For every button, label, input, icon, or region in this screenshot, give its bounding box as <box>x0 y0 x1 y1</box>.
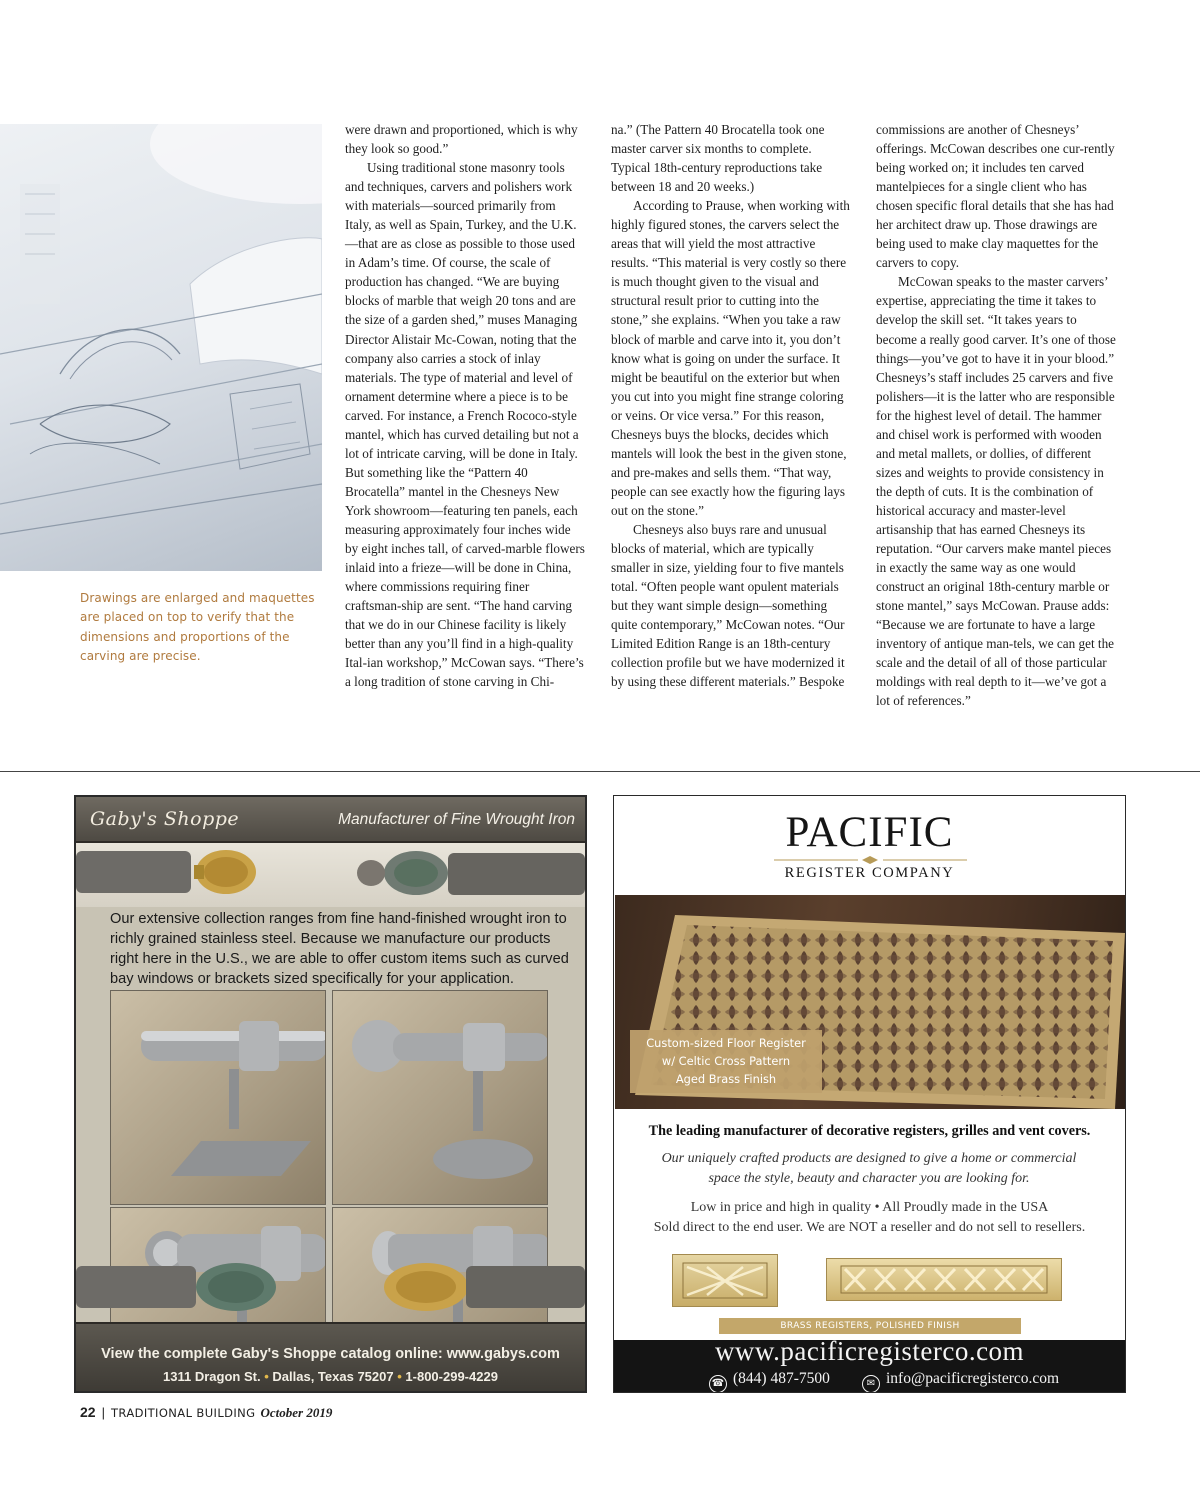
brass-register-large <box>826 1258 1062 1301</box>
logo-ornament <box>774 856 967 864</box>
photo-caption: Drawings are enlarged and maquettes are placed on top to verify that the dimensions and proportions of the carving are precise. <box>80 591 315 663</box>
paragraph: According to Prause, when working with highly figured stones, the carvers select the areas that will yield the most attractive results. “This material is very costly so there is much thought given to the visual and structural result prior to cutting into the stone,” she explains. “When you take a raw block of marble and carve into it, you don’t know what is going on under the surface. It might be beautiful on the exterior but when you cut into you might fine strange coloring or veins. Or vice versa.” For this reason, Chesneys buys the blocks, decides which mantels will look the best in the given stone, and pre-makes and sells them. “That way, people can see exactly how the figuring lays out on the stone.” <box>611 198 850 518</box>
paragraph: commissions are another of Chesneys’ offerings. McCowan describes one cur-rently being worked on; it includes ten carved mantelpieces for a single client who has chosen specific floral details that she has had her architect draw up. Those drawings are being used to make clay maquettes for the carvers to copy. <box>876 122 1115 271</box>
phone-icon: ☎ <box>709 1375 727 1393</box>
page-number: 22 <box>80 1404 96 1420</box>
section-divider <box>0 771 1200 772</box>
ad-header <box>76 797 585 843</box>
publication-name: TRADITIONAL BUILDING <box>110 1406 256 1420</box>
article-column-1 <box>345 120 585 691</box>
page-footer <box>80 1404 332 1421</box>
article-column-2 <box>611 120 851 691</box>
phone-number: (844) 487-7500 <box>733 1370 830 1387</box>
article-column-3 <box>876 120 1116 710</box>
footer-separator: | <box>101 1405 105 1420</box>
ad-footer <box>76 1322 585 1391</box>
paragraph: were drawn and proportioned, which is why they look so good.” <box>345 122 578 157</box>
gabys-logo: Gaby's Shoppe <box>90 808 240 830</box>
bullet: • <box>397 1369 402 1384</box>
ad-body-text: Our extensive collection ranges from fine hand-finished wrought iron to richly grained stainless steel. Because we manufacture our products right here in the U.S., we are able to offer custom items such as curved bay windows or brackets sized specifically for your application. <box>110 911 569 987</box>
architectural-drawing-photo <box>0 124 322 571</box>
catalog-link[interactable]: View the complete Gaby's Shoppe catalog online: www.gabys.com <box>101 1346 560 1362</box>
paragraph: Using traditional stone masonry tools and techniques, carvers and polishers work with materials—sourced primarily from Italy, as well as Spain, Turkey, and the U.K.—that are as close as possible to those used in Adam’s time. Of course, the scale of production has changed. “We are buying blocks of marble that weigh 20 tons and are the size of a garden shed,” muses Managing Director Alistair Mc-Cowan, noting that the company also carries a stock of inlay materials. The type of material and level of ornament determine where a piece is to be carved. For instance, a French Rococo-style mantel, which has curved detailing but not a lot of intricate carving, will be done in Italy. But something like the “Pattern 40 Brocatella” mantel in the Chesneys New York showroom—featuring ten panels, each measuring approximately four inches wide by eight inches tall, of carved-marble flowers inlaid into a frieze—will be done in China, where commissions requiring finer craftsman-ship are sent. “The hand carving that we do in our Chinese facility is likely better than any you’ll find in a high-quality Ital-ian workshop,” McCowan says. “There’s a long tradition of stone carving in Chi- <box>345 160 585 690</box>
bullet: • <box>264 1369 269 1384</box>
paragraph: McCowan speaks to the master carvers’ expertise, appreciating the time it takes to develop the skill set. “It takes years to become a really good carver. It’s one of those things—you’ve got to have it in your blood.” Chesneys’s staff includes 25 carvers and five polishers—it is the latter who are responsible for the highest level of detail. The hammer and chisel work is performed with wooden and metal mallets, or dollies, of different sizes and weights to provide consistency in the depth of cuts. It is the combination of historical accuracy and master-level artisanship that has earned Chesneys its reputation. “Our carvers make mantel pieces in exactly the same way as one would construct an original 18th-century marble or stone mantel,” says McCowan. Prause adds: “Because we are fortunate to have a large inventory of antique man-tels, we can get the scale and the detail of all of those particular moldings with real depth to it—we’ve got a lot of references.” <box>876 274 1116 709</box>
product-photo-rod-bracket <box>110 990 326 1205</box>
finial-illustration <box>76 843 585 907</box>
register-caption-bar: BRASS REGISTERS, POLISHED FINISH <box>719 1318 1021 1334</box>
pacific-register-ad[interactable] <box>613 795 1126 1393</box>
website-link[interactable]: www.pacificregisterco.com <box>714 1336 1025 1366</box>
drawing-illustration <box>0 124 322 571</box>
finial-illustration-lower <box>76 1252 585 1322</box>
contact-line <box>76 1369 585 1384</box>
paragraph: na.” (The Pattern 40 Brocatella took one master carver six months to complete. Typical 18th-century reproductions take between 18 and 20 weeks.) <box>611 122 825 195</box>
address: 1311 Dragon St. <box>163 1369 261 1384</box>
paragraph: Chesneys also buys rare and unusual blocks of material, which are typically smaller in size, yielding four to five mantels total. “Often people want opulent materials but they want simple design—something quite contemporary,” McCowan notes. “Our Limited Edition Range is an 18th-century collection profile but we have modernized it by using these different materials.” Bespoke <box>611 521 845 690</box>
ad-reseller-line: Sold direct to the end user. We are NOT a reseller and do not sell to resellers. <box>653 1220 1086 1235</box>
email-contact[interactable] <box>862 1370 1059 1393</box>
brass-register-small <box>672 1254 778 1307</box>
pacific-logo: PACIFIC <box>785 809 954 856</box>
city: Dallas, Texas 75207 <box>272 1369 394 1384</box>
phone-contact[interactable] <box>709 1370 830 1393</box>
ad-headline: The leading manufacturer of decorative registers, grilles and vent covers. <box>648 1123 1091 1139</box>
ad-tagline: Our uniquely crafted products are designed to give a home or commercial space the style, beauty and character you are looking for. <box>661 1151 1077 1186</box>
rod-finials-image <box>76 843 585 907</box>
envelope-icon: ✉ <box>862 1375 880 1393</box>
gabys-shoppe-ad[interactable] <box>74 795 587 1393</box>
ad-tagline: Manufacturer of Fine Wrought Iron <box>338 811 575 828</box>
ad-price-line: Low in price and high in quality • All Proudly made in the USA <box>690 1200 1049 1215</box>
product-photo-ball-finial <box>332 990 548 1205</box>
photo-label: Custom-sized Floor Register w/ Celtic Cross Pattern Aged Brass Finish <box>630 1030 822 1093</box>
phone-number[interactable]: 1-800-299-4229 <box>405 1369 498 1384</box>
email-address: info@pacificregisterco.com <box>886 1370 1060 1387</box>
floor-register-photo <box>615 895 1125 1109</box>
issue-date: October 2019 <box>260 1405 333 1420</box>
company-subtitle: REGISTER COMPANY <box>784 865 955 881</box>
ad-contact-footer <box>614 1336 1125 1393</box>
